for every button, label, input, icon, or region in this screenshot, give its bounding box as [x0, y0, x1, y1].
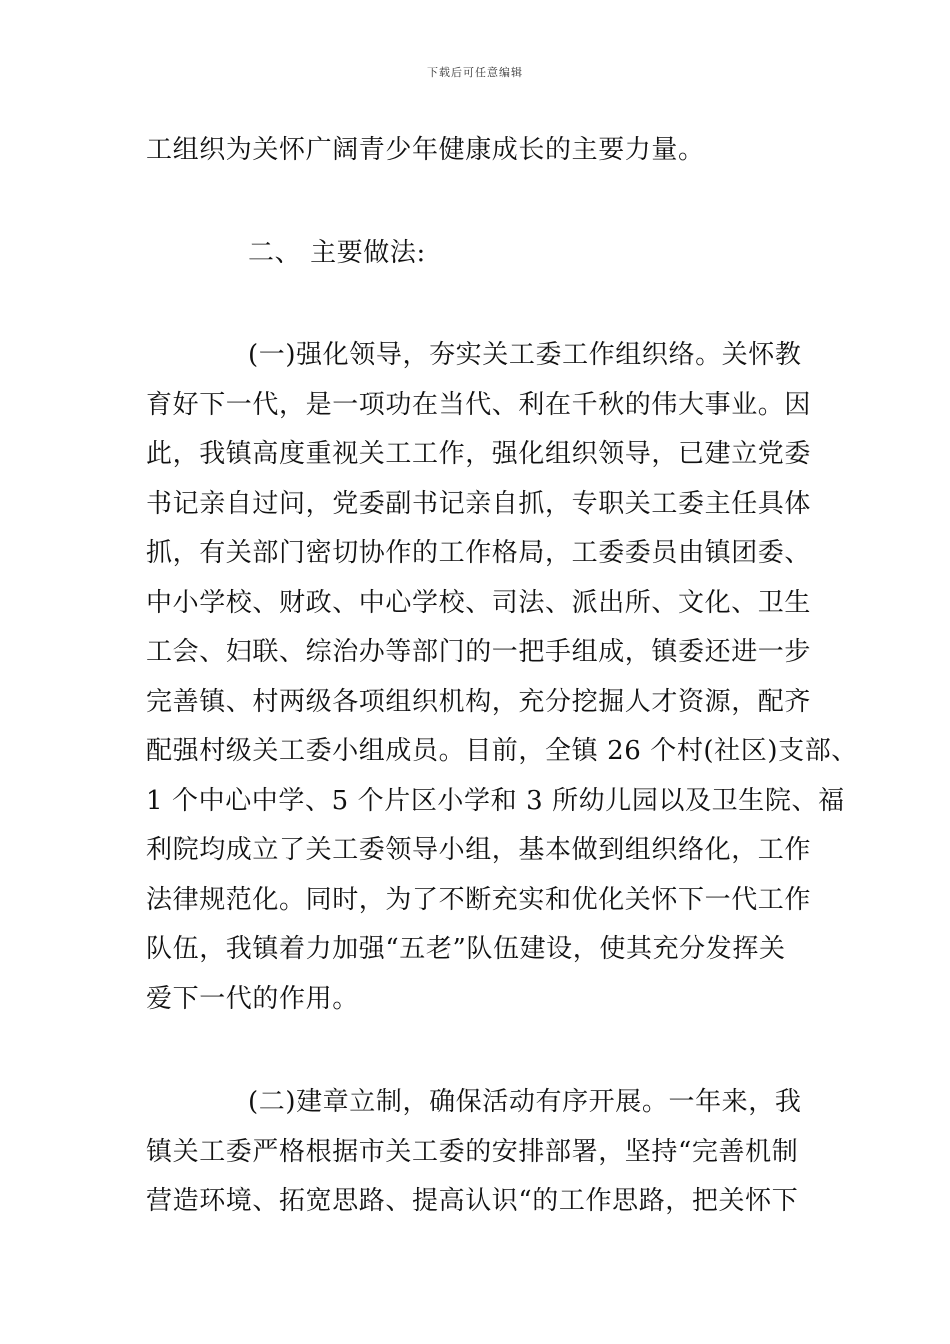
document-body	[146, 126, 858, 1227]
paragraph-line: 此，我镇高度重视关工工作，强化组织领导，已建立党委	[146, 439, 812, 469]
section-heading: 二、 主要做法:	[248, 237, 426, 268]
paragraph-line: 营造环境、拓宽思路、提高认识“的工作思路，把关怀下	[146, 1186, 799, 1216]
paragraph-line: 工会、妇联、综治办等部门的一把手组成，镇委还进一步	[146, 637, 812, 667]
paragraph-line: 配强村级关工委小组成员。目前，全镇 26 个村(社区)支部、	[146, 736, 858, 766]
paragraph-line: (二)建章立制，确保活动有序开展。一年来，我	[248, 1087, 802, 1117]
intro-line: 工组织为关怀广阔青少年健康成长的主要力量。	[146, 135, 705, 165]
paragraph-line: (一)强化领导，夯实关工委工作组织络。关怀教	[248, 340, 802, 370]
paragraph-1	[146, 331, 858, 1024]
paragraph-line: 爱下一代的作用。	[146, 983, 359, 1014]
paragraph-line: 育好下一代，是一项功在当代、利在千秋的伟大事业。因	[146, 389, 812, 420]
paragraph-line: 完善镇、村两级各项组织机构，充分挖掘人才资源，配齐	[146, 686, 812, 717]
paragraph-line: 中小学校、财政、中心学校、司法、派出所、文化、卫生	[146, 587, 812, 618]
paragraph-line: 利院均成立了关工委领导小组，基本做到组织络化，工作	[146, 835, 812, 865]
spacer	[146, 278, 822, 331]
header-note: 下载后可任意编辑	[427, 66, 523, 79]
paragraph-line: 书记亲自过问，党委副书记亲自抓，专职关工委主任具体	[146, 488, 812, 519]
paragraph-2	[146, 1078, 822, 1227]
paragraph-line: 法律规范化。同时，为了不断充实和优化关怀下一代工作	[146, 884, 812, 915]
spacer	[146, 1024, 822, 1078]
paragraph-line: 1 个中心中学、5 个片区小学和 3 所幼儿园以及卫生院、福	[146, 785, 845, 816]
paragraph-line: 抓，有关部门密切协作的工作格局，工委委员由镇团委、	[146, 538, 812, 568]
spacer	[146, 176, 822, 229]
paragraph-line: 队伍，我镇着力加强“五老”队伍建设，使其充分发挥关	[146, 934, 786, 964]
paragraph-line: 镇关工委严格根据市关工委的安排部署，坚持“完善机制	[146, 1136, 799, 1167]
